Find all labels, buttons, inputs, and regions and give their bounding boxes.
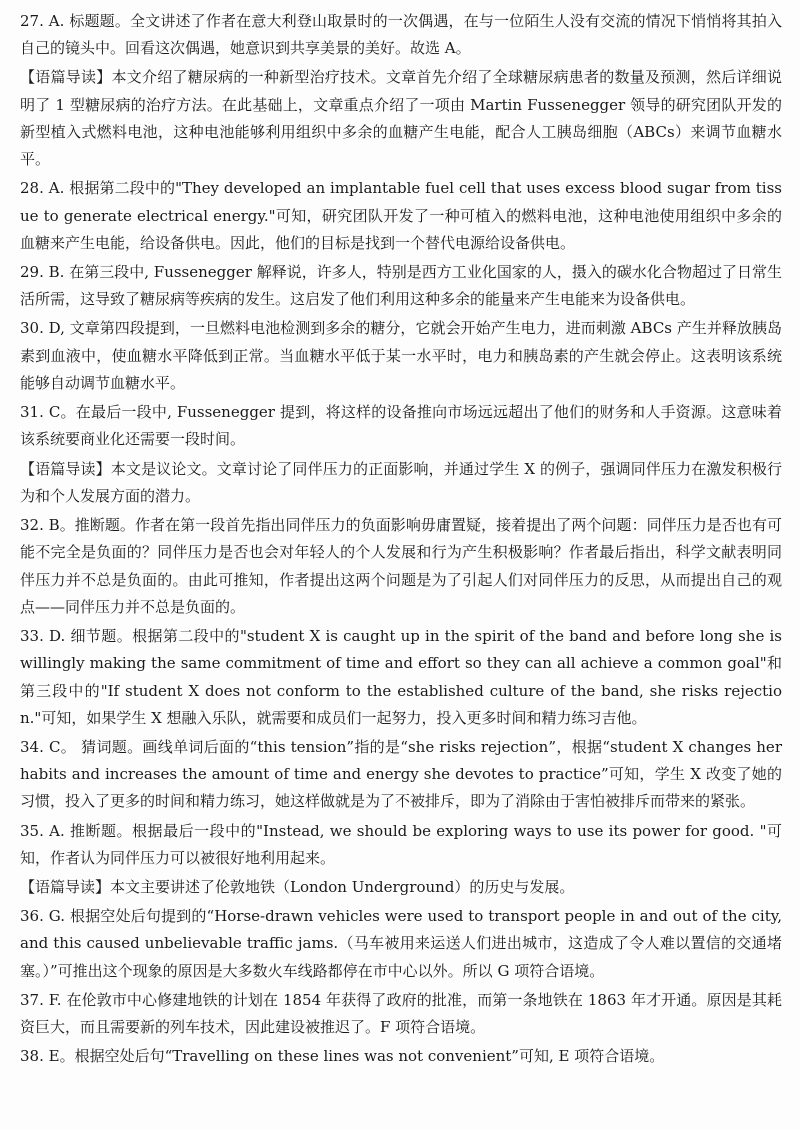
answer-35: 35. A. 推断题。根据最后一段中的"Instead, we should be exploring ways to use its power for good. "可知，作者认为同伴压力可以被很好地利用起来。 xyxy=(20,821,782,867)
answer-37: 37. F. 在伦敦市中心修建地铁的计划在 1854 年获得了政府的批准，而第一条地铁在 1863 年才开通。原因是其耗资巨大，而且需要新的列车技术，因此建设被推迟了。F 项符合语境。 xyxy=(20,990,782,1037)
answer-29: 29. B. 在第三段中, Fussenegger 解释说，许多人，特别是西方工业化国家的人，摄入的碳水化合物超过了日常生活所需，这导致了糖尿病等疾病的发生。这启发了他们利用这种多余的能量来产生电能来为设备供电。 xyxy=(20,263,782,309)
answer-34: 34. C。 猜词题。画线单词后面的“this tension”指的是“she risks rejection”，根据“student X changes her habits and increases the amount of time and energy she devotes to practice”可知，学生 X 改变了她的习惯，投入了更多的时间和精力练习，她这样做就是为了不被排斥，即为了消除由于害怕被排斥而带来的紧张。 xyxy=(20,737,782,811)
answer-38: 38. E。根据空处后句“Travelling on these lines was not convenient”可知, E 项符合语境。 xyxy=(20,1047,665,1066)
passage-guide-peer-pressure: 【语篇导读】本文是议论文。文章讨论了同伴压力的正面影响，并通过学生 X 的例子，强调同伴压力在激发积极行为和个人发展方面的潜力。 xyxy=(20,459,782,505)
answer-33: 33. D. 细节题。根据第二段中的"student X is caught up in the spirit of the band and before long she is willingly making the same commitment of time and effort so they can all achieve a common goal"和第三段中的"If student X does not conform to the established culture of the band, she risks rejection."可知，如果学生 X 想融入乐队，就需要和成员们一起努力，投入更多时间和精力练习吉他。 xyxy=(20,626,782,727)
answer-32: 32. B。推断题。作者在第一段首先指出同伴压力的负面影响毋庸置疑，接着提出了两个问题：同伴压力是否也有可能不完全是负面的？同伴压力是否也会对年轻人的个人发展和行为产生积极影响？作者最后指出，科学文献表明同伴压力并不总是负面的。由此可推知，作者提出这两个问题是为了引起人们对同伴压力的反思，从而提出自己的观点——同伴压力并不总是负面的。 xyxy=(20,515,782,616)
passage-guide-london-underground: 【语篇导读】本文主要讲述了伦敦地铁（London Underground）的历史与发展。 xyxy=(20,877,575,896)
answer-30: 30. D, 文章第四段提到，一旦燃料电池检测到多余的糖分，它就会开始产生电力，进而刺激 ABCs 产生并释放胰岛素到血液中，使血糖水平降低到正常。当血糖水平低于某一水平时，电力和胰岛素的产生就会停止。这表明该系统能够自动调节血糖水平。 xyxy=(20,319,782,393)
answer-27: 27. A. 标题题。全文讲述了作者在意大利登山取景时的一次偶遇，在与一位陌生人没有交流的情况下悄悄将其拍入自己的镜头中。回看这次偶遇，她意识到共享美景的美好。故选 A。 xyxy=(20,12,782,58)
answer-28: 28. A. 根据第二段中的"They developed an implantable fuel cell that uses excess blood sugar from tissue to generate electrical energy."可知，研究团队开发了一种可植入的燃料电池，这种电池使用组织中多余的血糖来产生电能，给设备供电。因此，他们的目标是找到一个替代电源给设备供电。 xyxy=(20,179,782,252)
answer-31: 31. C。在最后一段中, Fussenegger 提到，将这样的设备推向市场远远超出了他们的财务和人手资源。这意味着该系统要商业化还需要一段时间。 xyxy=(20,403,782,449)
answer-36: 36. G. 根据空处后句提到的“Horse-drawn vehicles were used to transport people in and out of the city, and this caused unbelievable traffic jams.（马车被用来运送人们进出城市，这造成了令人难以置信的交通堵塞。）”可推出这个现象的原因是大多数火车线路都停在市中心以外。所以 G 项符合语境。 xyxy=(20,907,782,980)
passage-guide-diabetes: 【语篇导读】本文介绍了糖尿病的一种新型治疗技术。文章首先介绍了全球糖尿病患者的数量及预测，然后详细说明了 1 型糖尿病的治疗方法。在此基础上，文章重点介绍了一项由 Martin Fussenegger 领导的研究团队开发的新型植入式燃料电池，这种电池能够利用组织中多余的血糖产生电能，配合人工胰岛细胞（ABCs）来调节血糖水平。 xyxy=(20,68,782,169)
